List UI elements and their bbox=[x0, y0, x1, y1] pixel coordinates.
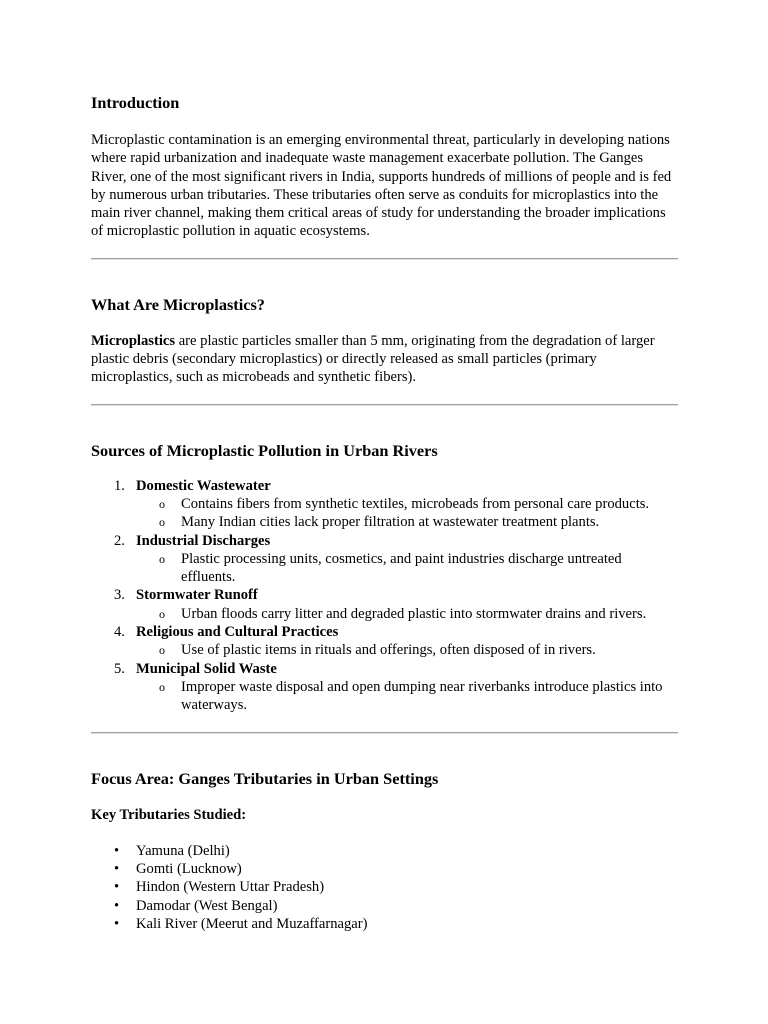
source-detail: o Urban floods carry litter and degraded plastic into stormwater drains and rivers. bbox=[159, 605, 647, 622]
section-divider bbox=[91, 732, 678, 734]
sub-bullet-marker: o bbox=[159, 679, 165, 694]
sub-bullet-marker: o bbox=[159, 515, 165, 530]
bullet-marker: • bbox=[114, 879, 120, 896]
source-item bbox=[114, 660, 678, 715]
sources-heading: Sources of Microplastic Pollution in Urban Rivers bbox=[91, 440, 438, 460]
list-item: • Kali River (Meerut and Muzaffarnagar) bbox=[114, 916, 368, 933]
introduction-heading: Introduction bbox=[91, 93, 180, 112]
source-details-list bbox=[136, 495, 678, 532]
sub-bullet-marker: o bbox=[159, 606, 165, 621]
what-are-microplastics-heading: What Are Microplastics? bbox=[91, 294, 265, 314]
source-item bbox=[114, 477, 678, 532]
sub-bullet-marker: o bbox=[159, 643, 165, 658]
microplastics-definition-paragraph bbox=[91, 332, 678, 387]
tributaries-list bbox=[91, 842, 678, 933]
source-item bbox=[114, 586, 678, 623]
source-details-list bbox=[136, 605, 678, 623]
source-item bbox=[114, 623, 678, 660]
source-label: Domestic Wastewater bbox=[136, 477, 271, 494]
key-tributaries-subheading: Key Tributaries Studied: bbox=[91, 806, 247, 823]
list-item: • Hindon (Western Uttar Pradesh) bbox=[114, 879, 325, 896]
bullet-marker: • bbox=[114, 897, 120, 914]
source-details-list bbox=[136, 678, 678, 715]
source-detail: o Improper waste disposal and open dumping near riverbanks introduce plastics into waterways. bbox=[159, 678, 663, 714]
list-number: 1. bbox=[114, 477, 125, 494]
source-detail: o Many Indian cities lack proper filtration at wastewater treatment plants. bbox=[159, 514, 600, 531]
list-item: • Gomti (Lucknow) bbox=[114, 861, 242, 878]
source-details-list bbox=[136, 550, 678, 587]
source-label: Municipal Solid Waste bbox=[136, 660, 277, 677]
bullet-marker: • bbox=[114, 916, 120, 933]
source-detail: o Use of plastic items in rituals and offerings, often disposed of in rivers. bbox=[159, 642, 596, 659]
source-label: Religious and Cultural Practices bbox=[136, 624, 339, 641]
list-number: 3. bbox=[114, 587, 125, 604]
source-detail: o Contains fibers from synthetic textiles, microbeads from personal care products. bbox=[159, 495, 650, 512]
microplastics-term: Microplastics bbox=[91, 332, 176, 349]
introduction-paragraph: Microplastic contamination is an emerging environmental threat, particularly in developing nations where rapid urbanization and inadequate waste management exacerbate pollution. The Ganges River, one of the most significant rivers in India, supports hundreds of millions of people and is fed by numerous urban tributaries. These tributaries often serve as conduits for microplastics into the main river channel, making them critical areas of study for understanding the broader implications of microplastic pollution in aquatic ecosystems. bbox=[91, 132, 672, 240]
source-detail: o Plastic processing units, cosmetics, and paint industries discharge untreated effluents. bbox=[159, 550, 622, 586]
list-number: 2. bbox=[114, 532, 125, 549]
sub-bullet-marker: o bbox=[159, 551, 165, 566]
list-item: • Yamuna (Delhi) bbox=[114, 842, 230, 859]
bullet-marker: • bbox=[114, 861, 120, 878]
focus-area-heading: Focus Area: Ganges Tributaries in Urban Settings bbox=[91, 768, 439, 788]
list-number: 4. bbox=[114, 624, 125, 641]
source-item bbox=[114, 532, 678, 587]
list-number: 5. bbox=[114, 660, 125, 677]
section-divider bbox=[91, 258, 678, 260]
list-item: • Damodar (West Bengal) bbox=[114, 897, 278, 914]
section-divider bbox=[91, 404, 678, 406]
sources-list bbox=[91, 477, 678, 715]
sub-bullet-marker: o bbox=[159, 496, 165, 511]
source-label: Stormwater Runoff bbox=[136, 587, 258, 604]
source-details-list bbox=[136, 641, 678, 659]
bullet-marker: • bbox=[114, 842, 120, 859]
source-label: Industrial Discharges bbox=[136, 532, 271, 549]
microplastics-definition-text: are plastic particles smaller than 5 mm, originating from the degradation of larger plastic debris (secondary microplastics) or directly released as small particles (primary microplastics, such as microbeads and synthetic fibers). bbox=[91, 332, 655, 386]
